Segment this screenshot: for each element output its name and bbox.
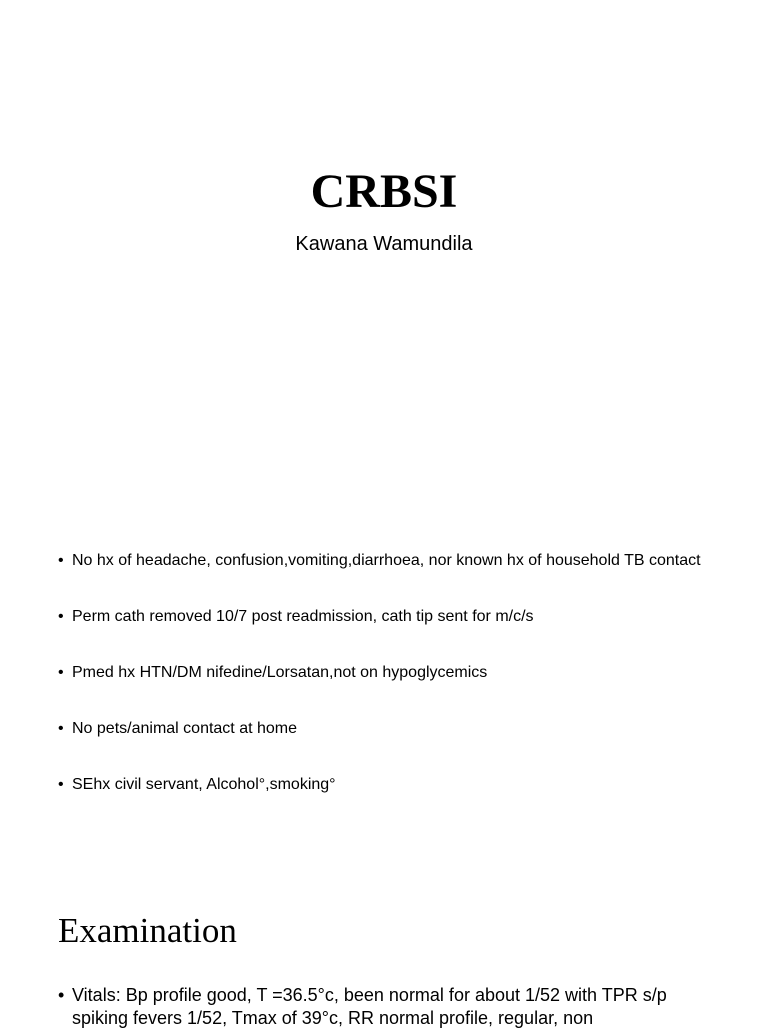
history-bullet-item: • Perm cath removed 10/7 post readmission, cath tip sent for m/c/s	[58, 606, 718, 627]
examination-bullet-item: • Vitals: Bp profile good, T =36.5°c, been normal for about 1/52 with TPR s/p spiking fevers 1/52, Tmax of 39°c, RR normal profile, regular, non	[58, 984, 718, 1030]
examination-heading: Examination	[58, 911, 237, 950]
history-bullet-item: • SEhx civil servant, Alcohol°,smoking°	[58, 774, 718, 795]
examination-bullet-list	[58, 984, 718, 1030]
history-bullet-item: • No pets/animal contact at home	[58, 718, 718, 739]
slide-title: CRBSI	[310, 165, 458, 218]
history-bullet-list	[58, 550, 718, 830]
slide-subtitle-author: Kawana Wamundila	[295, 233, 473, 255]
history-bullet-item: • No hx of headache, confusion,vomiting,diarrhoea, nor known hx of household TB contact	[58, 550, 718, 571]
history-bullet-item: • Pmed hx HTN/DM nifedine/Lorsatan,not on hypoglycemics	[58, 662, 718, 683]
